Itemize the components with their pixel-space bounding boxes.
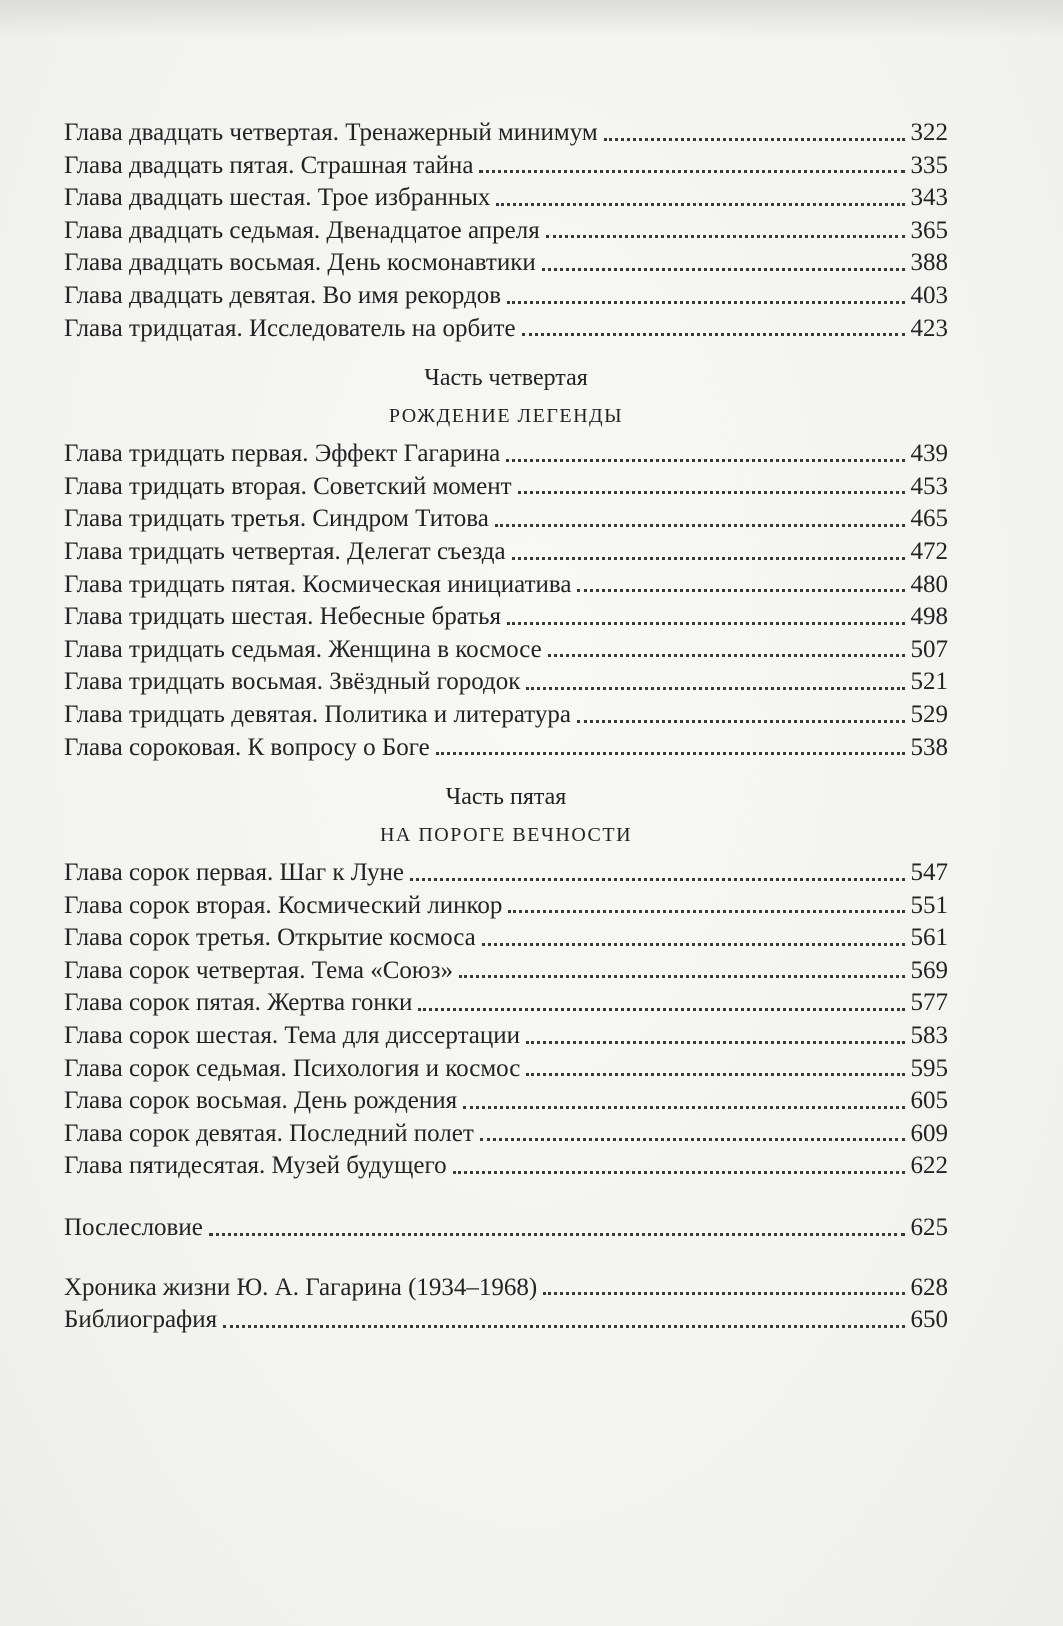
- part-heading: Часть четвертая: [424, 365, 588, 392]
- toc-entry: [64, 569, 948, 602]
- dot-leader: [459, 974, 905, 978]
- toc-entry: [64, 1020, 948, 1053]
- toc-entry-title: Глава тридцать седьмая. Женщина в космосе: [64, 635, 542, 663]
- toc-entry-title: Глава тридцатая. Исследователь на орбите: [64, 314, 516, 342]
- toc-entry-page: 561: [910, 924, 948, 952]
- toc-entry-title: Глава сорок третья. Открытие космоса: [64, 924, 476, 952]
- toc-entry: [64, 438, 948, 471]
- toc-entry-title: Глава двадцать шестая. Трое избранных: [64, 184, 491, 212]
- toc-entry-page: 472: [910, 537, 948, 565]
- toc-entry-page: 595: [910, 1054, 948, 1082]
- toc-entry-title: Послесловие: [64, 1214, 203, 1242]
- toc-entry-page: 343: [910, 184, 948, 212]
- dot-leader: [506, 458, 904, 462]
- toc-entry-page: 388: [910, 249, 948, 277]
- dot-leader: [546, 234, 905, 238]
- toc-entry: [64, 471, 948, 504]
- toc-entry: [64, 1150, 948, 1183]
- toc-entry-page: 583: [910, 1022, 948, 1050]
- dot-leader: [604, 137, 905, 141]
- toc-entry: [64, 955, 948, 988]
- toc-entry-title: Глава тридцать девятая. Политика и литература: [64, 700, 571, 728]
- toc-entry: [64, 890, 948, 923]
- toc-entry-title: Глава двадцать пятая. Страшная тайна: [64, 151, 474, 179]
- toc-entry-page: 365: [910, 216, 948, 244]
- toc-entry-page: 335: [910, 151, 948, 179]
- toc-entry-page: 480: [910, 570, 948, 598]
- dot-leader: [480, 1137, 905, 1141]
- toc-group-part4: [64, 438, 948, 764]
- toc-entry: [64, 732, 948, 765]
- toc-entry: [64, 536, 948, 569]
- table-of-contents: [64, 117, 948, 1337]
- toc-entry-page: 628: [910, 1273, 948, 1301]
- toc-entry-page: 465: [910, 505, 948, 533]
- toc-entry-title: Глава сорок пятая. Жертва гонки: [64, 989, 413, 1017]
- dot-leader: [482, 942, 905, 946]
- toc-entry-title: Глава сорок четвертая. Тема «Союз»: [64, 956, 453, 984]
- page-edge-shadow: [0, 0, 1063, 38]
- toc-entry-title: Глава тридцать четвертая. Делегат съезда: [64, 537, 506, 565]
- toc-entry-title: Глава тридцать третья. Синдром Титова: [64, 505, 489, 533]
- dot-leader: [526, 686, 904, 690]
- toc-entry-title: Глава сорок седьмая. Психология и космос: [64, 1054, 521, 1082]
- toc-entry: [64, 601, 948, 634]
- toc-entry-page: 538: [910, 733, 948, 761]
- toc-entry-chronicle: [64, 1272, 948, 1305]
- toc-entry-page: 529: [910, 700, 948, 728]
- toc-entry-page: 650: [910, 1306, 948, 1334]
- dot-leader: [548, 653, 905, 657]
- toc-entry: [64, 699, 948, 732]
- toc-entry-page: 439: [910, 440, 948, 468]
- toc-entry: [64, 987, 948, 1020]
- dot-leader: [518, 490, 905, 494]
- spacer: [64, 1245, 948, 1272]
- toc-entry: [64, 634, 948, 667]
- toc-entry: [64, 215, 948, 248]
- toc-entry-title: Глава тридцать восьмая. Звёздный городок: [64, 668, 521, 696]
- toc-entry-page: 453: [910, 472, 948, 500]
- dot-leader: [495, 523, 905, 527]
- dot-leader: [577, 719, 905, 723]
- dot-leader: [522, 332, 905, 336]
- toc-entry-title: Глава сорок шестая. Тема для диссертации: [64, 1022, 521, 1050]
- toc-entry-title: Библиография: [64, 1306, 218, 1334]
- toc-entry-page: 403: [910, 281, 948, 309]
- toc-entry-page: 622: [910, 1152, 948, 1180]
- dot-leader: [418, 1007, 904, 1011]
- toc-group-1: [64, 117, 948, 345]
- dot-leader: [410, 877, 904, 881]
- toc-entry-page: 551: [910, 891, 948, 919]
- toc-entry: [64, 1053, 948, 1086]
- toc-entry: [64, 182, 948, 215]
- toc-entry: [64, 922, 948, 955]
- dot-leader: [453, 1170, 905, 1174]
- toc-entry-title: Глава сорок восьмая. День рождения: [64, 1087, 458, 1115]
- toc-group-part5: [64, 857, 948, 1183]
- toc-entry: [64, 247, 948, 280]
- toc-entry-page: 507: [910, 635, 948, 663]
- toc-entry-title: Глава сорок девятая. Последний полет: [64, 1119, 474, 1147]
- toc-entry-page: 577: [910, 989, 948, 1017]
- toc-entry-title: Глава двадцать четвертая. Тренажерный минимум: [64, 119, 598, 146]
- toc-entry: [64, 1118, 948, 1151]
- toc-entry-title: Глава тридцать шестая. Небесные братья: [64, 603, 501, 631]
- toc-entry-page: 521: [910, 668, 948, 696]
- toc-entry: [64, 503, 948, 536]
- dot-leader: [512, 556, 905, 560]
- toc-entry-page: 322: [910, 119, 948, 146]
- dot-leader: [463, 1105, 904, 1109]
- dot-leader: [577, 588, 904, 592]
- toc-entry-title: Глава пятидесятая. Музей будущего: [64, 1152, 447, 1180]
- toc-entry-page: 423: [910, 314, 948, 342]
- toc-entry-title: Глава двадцать восьмая. День космонавтики: [64, 249, 536, 277]
- dot-leader: [526, 1040, 904, 1044]
- toc-entry-title: Глава сорок первая. Шаг к Луне: [64, 859, 405, 887]
- toc-entry-title: Глава двадцать девятая. Во имя рекордов: [64, 281, 502, 309]
- toc-entry-afterword: [64, 1212, 948, 1245]
- toc-entry-page: 605: [910, 1087, 948, 1115]
- toc-entry-title: Глава сороковая. К вопросу о Боге: [64, 733, 430, 761]
- toc-entry-page: 569: [910, 956, 948, 984]
- dot-leader: [496, 202, 904, 206]
- toc-entry: [64, 1085, 948, 1118]
- dot-leader: [507, 621, 905, 625]
- toc-entry-title: Глава тридцать пятая. Космическая инициатива: [64, 570, 572, 598]
- toc-entry-page: 625: [910, 1214, 948, 1242]
- toc-entry-title: Глава сорок вторая. Космический линкор: [64, 891, 503, 919]
- toc-entry-page: 498: [910, 603, 948, 631]
- toc-entry: [64, 280, 948, 313]
- toc-entry-bibliography: [64, 1304, 948, 1337]
- toc-entry-title: Хроника жизни Ю. А. Гагарина (1934–1968): [64, 1273, 538, 1301]
- toc-entry: [64, 666, 948, 699]
- toc-entry-title: Глава тридцать первая. Эффект Гагарина: [64, 440, 501, 468]
- dot-leader: [542, 267, 905, 271]
- dot-leader: [223, 1324, 904, 1328]
- toc-entry: [64, 857, 948, 890]
- toc-entry: [64, 117, 948, 150]
- dot-leader: [479, 169, 904, 173]
- dot-leader: [543, 1291, 904, 1295]
- dot-leader: [209, 1232, 905, 1236]
- toc-entry-page: 547: [910, 859, 948, 887]
- toc-entry-page: 609: [910, 1119, 948, 1147]
- dot-leader: [436, 751, 905, 755]
- dot-leader: [526, 1072, 904, 1076]
- toc-entry: [64, 150, 948, 183]
- toc-entry-title: Глава тридцать вторая. Советский момент: [64, 472, 512, 500]
- dot-leader: [507, 300, 904, 304]
- part-heading: Часть пятая: [445, 784, 567, 811]
- dot-leader: [508, 909, 904, 913]
- part-subtitle: НА ПОРОГЕ ВЕЧНОСТИ: [379, 824, 633, 847]
- toc-entry: [64, 313, 948, 346]
- spacer: [64, 1183, 948, 1212]
- toc-entry-title: Глава двадцать седьмая. Двенадцатое апреля: [64, 216, 540, 244]
- part-subtitle: РОЖДЕНИЕ ЛЕГЕНДЫ: [388, 405, 624, 428]
